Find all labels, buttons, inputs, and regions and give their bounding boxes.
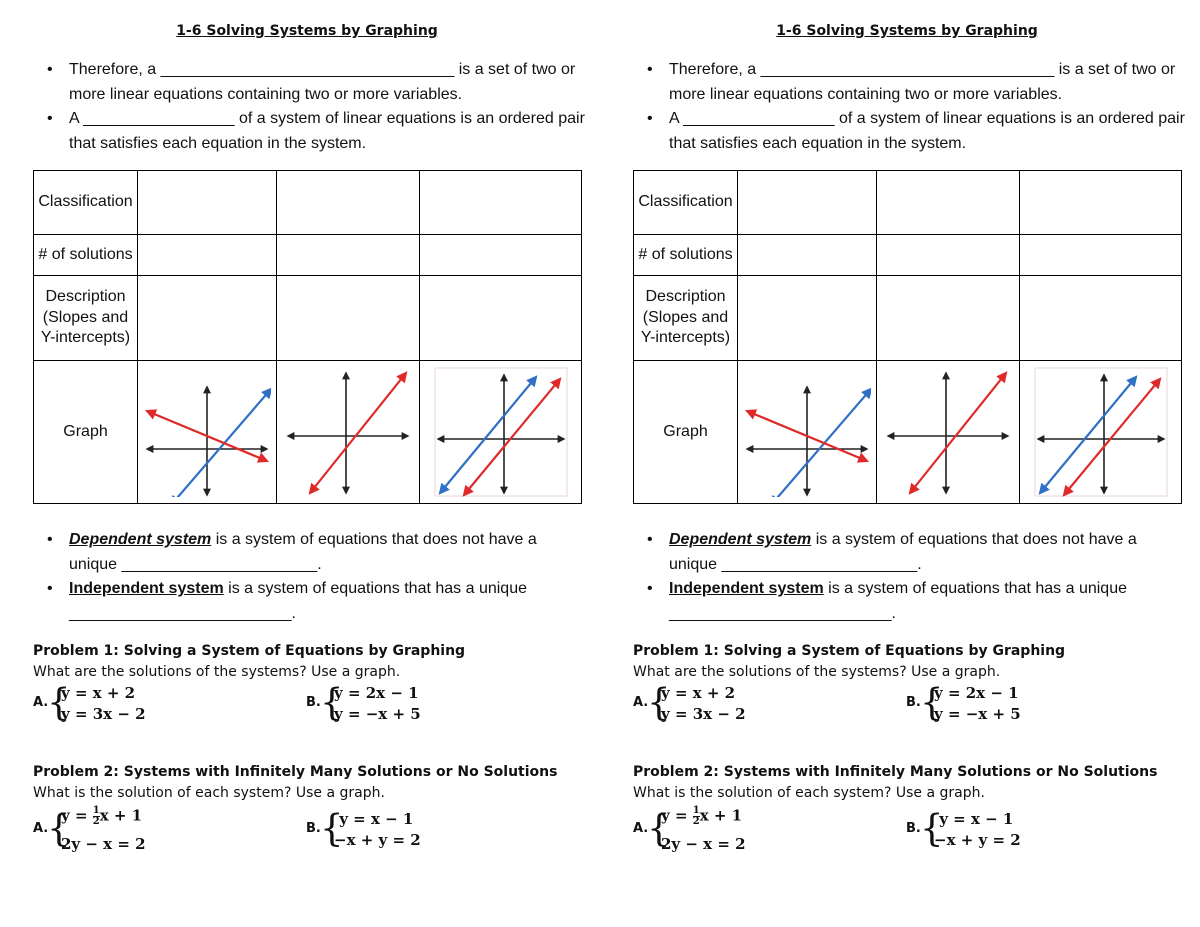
brace-icon: { [647,681,671,724]
brace-icon: { [320,681,344,724]
row-label-classification: Classification [634,171,738,235]
worksheet-title: 1-6 Solving Systems by Graphing [776,23,1038,39]
definition-dependent: • Dependent system is a system of equations that does not have a unique ______________________. [647,531,1137,573]
blank-cell [277,235,420,276]
blank-cell [1020,276,1182,361]
equation: −x + y = 2 [334,831,421,849]
row-label-solutions: # of solutions [34,235,138,276]
blank-cell [738,235,877,276]
blank-cell [277,171,420,235]
blank-cell [138,171,277,235]
equation-part: y = [61,806,93,825]
equation: y = 3x − 2 [61,705,146,723]
problem-2-header [33,762,593,804]
problem-heading: Problem 1: Solving a System of Equations by Graphing [633,643,1066,659]
table-row [34,276,582,361]
row-label-graph: Graph [634,361,738,504]
problem-1-header [633,641,1193,683]
system-letter: B. [906,695,921,710]
row-label-solutions: # of solutions [634,235,738,276]
system-letter: A. [633,695,649,710]
intro-bullet-text: Therefore, a _________________________________ is a set of two or more linear equations containing two or more variables. [669,61,1176,103]
blank-cell [877,276,1020,361]
red-line [1064,379,1160,495]
equation: y = x + 2 [661,684,736,702]
equation [61,806,142,827]
definition-independent: • Independent system is a system of equations that has a unique _________________________. [647,580,1127,622]
problem-2-equations [633,805,1193,856]
problem-question: What is the solution of each system? Use a graph. [633,785,985,801]
system-letter: B. [906,821,921,836]
blank-cell [138,276,277,361]
system-letter: A. [33,821,49,836]
table-row [634,276,1182,361]
equation [661,806,742,827]
blank-cell [738,171,877,235]
intro-bullet-system: • Therefore, a _________________________________ is a set of two or more linear equations containing two or more variables. [647,61,1176,103]
intro-bullets [647,58,1187,156]
graph-cell [877,361,1020,504]
row-label-description: Description (Slopes and Y-intercepts) [634,276,738,361]
parallel-lines-graph-icon [1034,367,1168,497]
classification-table [33,170,582,504]
blank-cell [738,276,877,361]
equation: y = x + 2 [61,684,136,702]
table-row [34,171,582,235]
definition-bullets [647,528,1187,626]
blank-cell [138,235,277,276]
row-label-classification: Classification [34,171,138,235]
definition-independent: • Independent system is a system of equations that has a unique _________________________. [47,580,527,622]
intro-bullet-solution: • A _________________ of a system of linear equations is an ordered pair that satisfies each equation in the system. [47,110,585,152]
problem-heading: Problem 2: Systems with Infinitely Many Solutions or No Solutions [33,764,558,780]
blank-cell [420,171,582,235]
problem-1-equations [633,681,1193,730]
red-line [464,379,560,495]
coincident-line-graph-icon [884,367,1012,497]
equation: y = −x + 5 [334,705,421,723]
intro-bullet-text: A _________________ of a system of linear equations is an ordered pair that satisfies each equation in the system. [669,110,1185,152]
table-row [34,361,582,504]
intro-bullet-text: Therefore, a _________________________________ is a set of two or more linear equations containing two or more variables. [69,61,576,103]
fraction-denominator: 2 [92,816,100,827]
system-letter: A. [633,821,649,836]
intro-bullet-text: A _________________ of a system of linear equations is an ordered pair that satisfies each equation in the system. [69,110,585,152]
definition-text: is a system of equations that has a unique _________________________. [669,580,1127,622]
brace-icon: { [47,681,71,724]
definition-bullets [47,528,587,626]
graph-cell [138,361,277,504]
equation: 2y − x = 2 [661,835,746,853]
intro-bullet-system: • Therefore, a _________________________________ is a set of two or more linear equations containing two or more variables. [47,61,576,103]
fraction-denominator: 2 [692,816,700,827]
definition-text: is a system of equations that does not have a unique ______________________. [669,531,1137,573]
red-line [910,373,1006,493]
worksheet-title: 1-6 Solving Systems by Graphing [176,23,438,39]
equation: y = −x + 5 [934,705,1021,723]
brace-icon: { [647,807,671,850]
problem-2-equations [33,805,593,856]
intro-bullet-solution: • A _________________ of a system of linear equations is an ordered pair that satisfies each equation in the system. [647,110,1185,152]
blank-cell [420,235,582,276]
problem-heading: Problem 1: Solving a System of Equations by Graphing [33,643,466,659]
definition-dependent: • Dependent system is a system of equations that does not have a unique ______________________. [47,531,537,573]
problem-heading: Problem 2: Systems with Infinitely Many Solutions or No Solutions [633,764,1158,780]
blank-cell [877,235,1020,276]
blue-line [440,377,536,493]
table-row [634,235,1182,276]
table-row [34,235,582,276]
blank-cell [1020,171,1182,235]
worksheet-right [633,0,1193,927]
row-label-description: Description (Slopes and Y-intercepts) [34,276,138,361]
coincident-line-graph-icon [284,367,412,497]
definition-text: is a system of equations that has a unique _________________________. [69,580,527,622]
table-row [634,361,1182,504]
graph-cell [738,361,877,504]
blank-cell [1020,235,1182,276]
graph-cell [277,361,420,504]
classification-table [633,170,1182,504]
blank-cell [420,276,582,361]
parallel-lines-graph-icon [434,367,568,497]
term-dependent: Dependent system [69,531,212,548]
equation-part: y = [661,806,693,825]
fraction [693,806,700,827]
graph-cell [1020,361,1182,504]
brace-icon: { [920,807,944,850]
equation: y = 2x − 1 [334,684,419,702]
graph-cell [420,361,582,504]
equation-part: x + 1 [99,806,143,825]
problem-question: What are the solutions of the systems? Use a graph. [633,664,1001,680]
fraction-numerator: 1 [92,805,100,816]
fraction [93,806,100,827]
brace-icon: { [320,807,344,850]
problem-1-header [33,641,593,683]
red-line [310,373,406,493]
intro-bullets [47,58,587,156]
equation: −x + y = 2 [934,831,1021,849]
equation: y = x − 1 [934,810,1014,828]
problem-2-header [633,762,1193,804]
blue-line [1040,377,1136,493]
intersecting-lines-graph-icon [743,367,871,497]
blank-cell [277,276,420,361]
table-row [634,171,1182,235]
system-letter: B. [306,695,321,710]
problem-question: What are the solutions of the systems? Use a graph. [33,664,401,680]
row-label-graph: Graph [34,361,138,504]
problem-question: What is the solution of each system? Use a graph. [33,785,385,801]
blank-cell [877,171,1020,235]
term-dependent: Dependent system [669,531,812,548]
brace-icon: { [920,681,944,724]
equation-part: x + 1 [699,806,743,825]
equation: y = 2x − 1 [934,684,1019,702]
term-independent: Independent system [669,580,824,597]
term-independent: Independent system [69,580,224,597]
definition-text: is a system of equations that does not have a unique ______________________. [69,531,537,573]
equation: y = 3x − 2 [661,705,746,723]
worksheet-left [33,0,593,927]
brace-icon: { [47,807,71,850]
system-letter: A. [33,695,49,710]
system-letter: B. [306,821,321,836]
fraction-numerator: 1 [692,805,700,816]
equation: y = x − 1 [334,810,414,828]
intersecting-lines-graph-icon [143,367,271,497]
problem-1-equations [33,681,593,730]
equation: 2y − x = 2 [61,835,146,853]
